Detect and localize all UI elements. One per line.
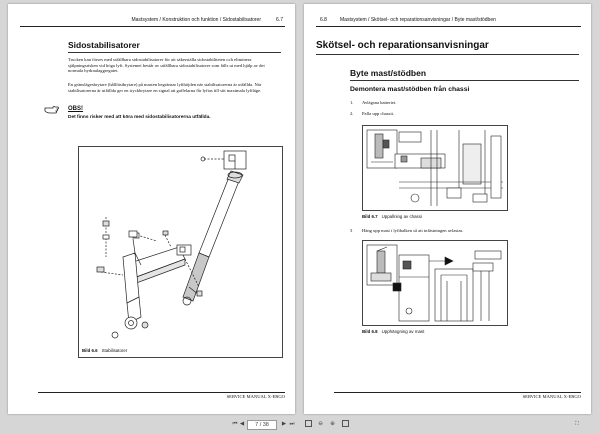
zoom-in-icon[interactable]: ⊕ (330, 421, 335, 427)
note-label: OBS ! (68, 106, 83, 112)
left-page-number: 6.7 (276, 17, 283, 23)
figure-caption-text: Uppallning av chassi (381, 214, 422, 219)
figure-caption-6-8 (362, 329, 424, 334)
right-page-footer: SERVICE MANUAL X-ERGO (334, 392, 581, 402)
left-page (8, 4, 295, 414)
step-number: 3 (350, 228, 353, 233)
section-heading: Demontera mast/stödben från chassi (350, 86, 470, 93)
page-number-input[interactable]: 7 / 38 (247, 420, 277, 430)
fit-width-icon[interactable] (341, 420, 350, 429)
note-text: Det finns risker med att köra med sidostabilisatorerna utfällda. (68, 115, 211, 120)
left-page-footer: SERVICE MANUAL X-ERGO (38, 392, 285, 402)
step-3 (350, 228, 463, 233)
figure-caption-6-7 (362, 214, 422, 219)
figure-chassis-support (362, 125, 508, 211)
left-header-title: Mastsystem / Konstruktion och funktion / Sidostabilisatorer (131, 17, 261, 23)
step-1 (350, 100, 396, 105)
paragraph-2: En gränslägesbrytare (hållfästbrytare) på masten begränsar lyfthöjden när stabilisatorerna är utfällda. När stabilisatorerna är utfällda ger en tryckbrytare en signal att gaffelarna får lyftas till sitt maximala lyftläge. (68, 82, 262, 93)
step-text: Häng upp mast i lyftbalken så att infästningen avlastas. (362, 228, 464, 233)
pointing-hand-icon (44, 104, 60, 114)
left-section-heading: Sidostabilisatorer (68, 40, 140, 50)
first-page-icon[interactable]: ⏮ (232, 421, 238, 427)
fullscreen-icon[interactable]: ⛶ (575, 421, 579, 427)
mast-suspension-drawing (363, 241, 507, 325)
paragraph-1: Trucken kan förses med utfällbara sidostabilisatorer för att säkerställa sidostabiliteten och eliminera själpningsrisken vid höga lyft. Systemet består av utfällbara sidostabilisatorer som fälls ut med hjälp av det normala hydraulaggregatet. (68, 57, 265, 74)
zoom-out-icon[interactable]: ⊖ (318, 421, 323, 427)
figure-label: Bild 6.6 (82, 348, 98, 353)
last-page-icon[interactable]: ⏭ (289, 421, 295, 427)
heading-divider (316, 54, 579, 55)
figure-label: Bild 6.8 (362, 329, 378, 334)
figure-label: Bild 6.7 (362, 214, 378, 219)
step-text: Avlägsna batteriet. (362, 100, 397, 105)
subheading-divider (350, 80, 579, 81)
right-page-number: 6.8 (320, 17, 327, 23)
left-page-header (20, 16, 285, 27)
figure-caption-text: Upphängning av mast (381, 329, 425, 334)
viewer-toolbar (0, 416, 600, 434)
heading-divider (68, 52, 281, 53)
fit-page-icon[interactable] (304, 420, 313, 429)
right-header-title: Mastsystem / Skötsel- och reparationsanvisningar / Byte mast/stödben (340, 17, 496, 23)
right-page (304, 4, 591, 414)
figure-caption-text: Stabilisatorer (101, 348, 128, 353)
subheading: Byte mast/stödben (350, 68, 427, 78)
next-page-icon[interactable]: ▶ (281, 421, 287, 427)
chapter-heading: Skötsel- och reparationsanvisningar (316, 40, 489, 51)
step-2 (350, 111, 394, 116)
step-text: Palla upp chassit. (362, 111, 395, 116)
step-number: 2. (350, 111, 354, 116)
figure-mast-suspension (362, 240, 508, 326)
stabilizer-exploded-drawing (79, 147, 282, 343)
step-number: 1. (350, 100, 354, 105)
right-page-header (316, 16, 581, 27)
figure-caption-left (82, 348, 127, 353)
chassis-support-drawing (363, 126, 507, 210)
prev-page-icon[interactable]: ◀ (239, 421, 245, 427)
figure-stabilizers (78, 146, 283, 358)
